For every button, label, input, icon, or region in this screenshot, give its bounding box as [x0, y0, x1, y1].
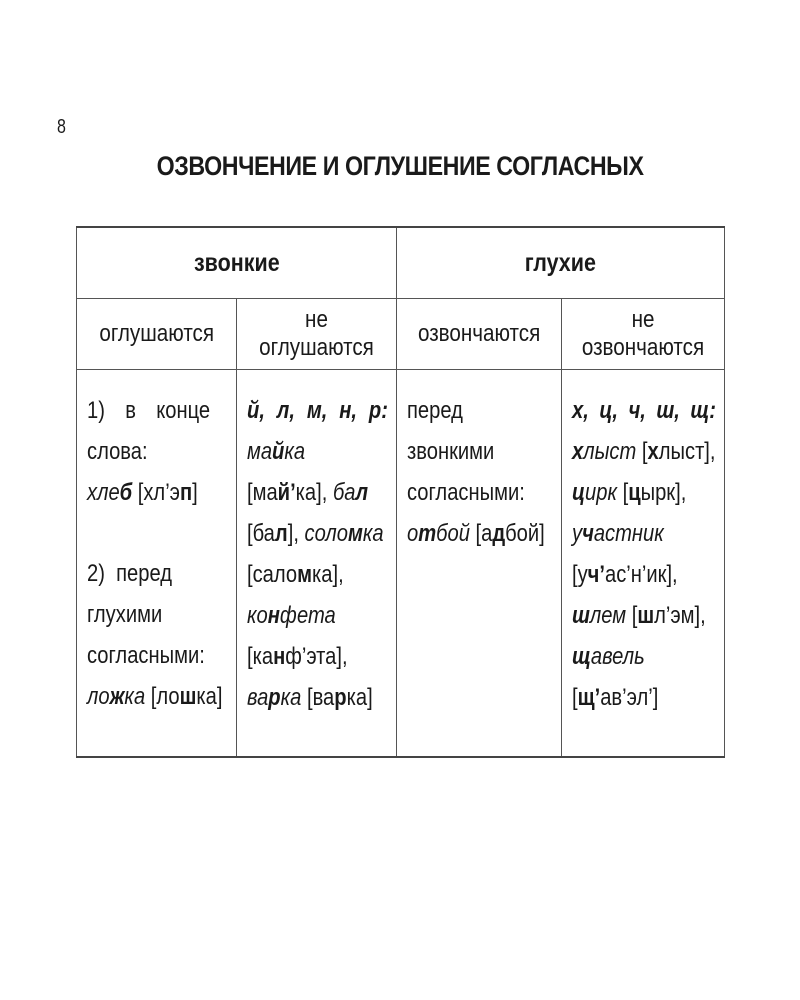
- example-lozhka: ложка [лошка]: [87, 683, 223, 710]
- example-hlyst: хлыст [хлыст],: [572, 438, 716, 465]
- example-varka: варка [варка]: [247, 684, 373, 711]
- subheader-not-voiced-become: не озвончаются: [562, 299, 725, 370]
- subheader-row: [77, 299, 725, 370]
- group-header-row: [77, 227, 725, 299]
- transcription-solomka: [саломка],: [247, 561, 344, 588]
- rule2-line2: глухими: [87, 601, 163, 628]
- example-konfeta: конфета: [247, 602, 336, 629]
- transcription-shchavel: [щ’ав’эл’]: [572, 684, 659, 711]
- voiceless-letters: х, ц, ч, ш, щ:: [572, 397, 716, 424]
- rule1-line1: 1) в конце: [87, 397, 211, 424]
- rule1-line2: слова:: [87, 438, 148, 465]
- consonants-table: [76, 226, 725, 758]
- example-tsirk: цирк [цырк],: [572, 479, 687, 506]
- example-shchavel: щавель: [572, 643, 645, 670]
- transcription-uchastnik: [уч’ас’н’ик],: [572, 561, 678, 588]
- subheader-voiced-become: озвончаются: [397, 299, 562, 370]
- subheader-devoiced: оглушаются: [77, 299, 237, 370]
- rule3-line1: перед: [407, 397, 463, 424]
- example-maika: майка: [247, 438, 306, 465]
- example-uchastnik: участник: [572, 520, 664, 547]
- example-otboi: отбой [адбой]: [407, 520, 545, 547]
- cell-devoiced: [77, 370, 237, 758]
- sonorant-letters: й, л, м, н, р:: [247, 397, 388, 424]
- page-title: ОЗВОНЧЕНИЕ И ОГЛУШЕНИЕ СОГЛАСНЫХ: [156, 151, 644, 181]
- example-bal: [май’ка], бал: [247, 479, 369, 506]
- content-row: [77, 370, 725, 758]
- rule2-line1: 2) перед: [87, 560, 173, 587]
- header-voiceless: глухие: [397, 227, 725, 299]
- rule3-line2: звонкими: [407, 438, 495, 465]
- example-hleb: хлеб [хл’эп]: [87, 479, 198, 506]
- rule3-line3: согласными:: [407, 479, 525, 506]
- cell-not-voiced-become: [562, 370, 725, 758]
- cell-voiced-become: [397, 370, 562, 758]
- example-shlem: шлем [шл’эм],: [572, 602, 706, 629]
- cell-not-devoiced: [237, 370, 397, 758]
- page-number: 8: [57, 116, 66, 138]
- subheader-not-devoiced: не оглушаются: [237, 299, 397, 370]
- rule2-line3: согласными:: [87, 642, 205, 669]
- header-voiced: звонкие: [77, 227, 397, 299]
- transcription-konfeta: [канф’эта],: [247, 643, 348, 670]
- example-solomka: [бал], соломка: [247, 520, 384, 547]
